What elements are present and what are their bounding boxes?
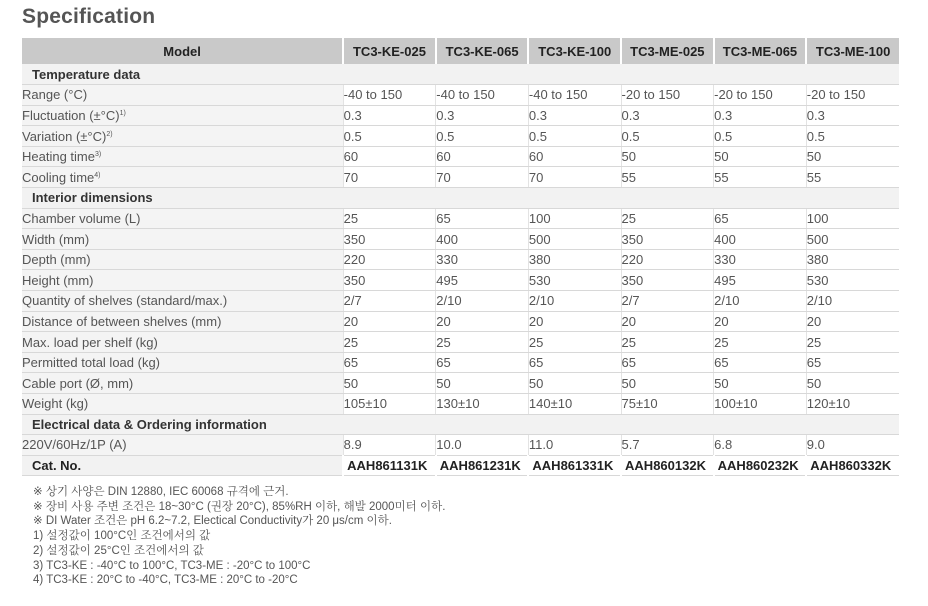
section-header-interior <box>22 188 899 209</box>
row-label <box>22 291 343 312</box>
value-cell: 140±10 <box>528 394 621 415</box>
value-cell: 25 <box>621 208 714 229</box>
value-cell: 0.3 <box>436 105 529 126</box>
value-cell: 65 <box>714 208 807 229</box>
value-cell: 25 <box>436 332 529 353</box>
row-label <box>22 229 343 250</box>
value-cell: 50 <box>621 373 714 394</box>
value-cell: 20 <box>621 311 714 332</box>
table-row <box>22 291 899 312</box>
value-cell: -20 to 150 <box>806 85 899 106</box>
row-label <box>22 394 343 415</box>
footnote-line: ※ DI Water 조건은 pH 6.2~7.2, Electical Conductivity가 20 μs/cm 이하. <box>33 515 392 528</box>
footnote-line: 3) TC3-KE : -40°C to 100°C, TC3-ME : -20°C to 100°C <box>33 559 311 572</box>
page-title: Specification <box>22 5 156 28</box>
value-cell: 0.3 <box>528 105 621 126</box>
table-row <box>22 373 899 394</box>
value-cell: 100 <box>528 208 621 229</box>
value-cell: 0.3 <box>714 105 807 126</box>
model-header-cell: TC3-KE-025 <box>343 38 436 64</box>
catalog-number-cell: AAH861331K <box>528 455 621 476</box>
table-row <box>22 167 899 188</box>
footnote-marker: 4) <box>94 171 101 179</box>
row-label <box>22 146 343 167</box>
value-cell: -40 to 150 <box>528 85 621 106</box>
row-label-text: Max. load per shelf (kg) <box>22 334 158 350</box>
value-cell: 65 <box>528 352 621 373</box>
row-label <box>22 332 343 353</box>
row-label-text: Depth (mm) <box>22 252 91 268</box>
model-header-cell: TC3-KE-100 <box>528 38 621 64</box>
specification-table <box>22 38 899 476</box>
row-label-text: Distance of between shelves (mm) <box>22 313 222 329</box>
value-cell: 50 <box>343 373 436 394</box>
catalog-number-cell: AAH860232K <box>714 455 807 476</box>
table-row <box>22 435 899 456</box>
catalog-number-cell: AAH860132K <box>621 455 714 476</box>
catalog-number-cell: AAH861131K <box>343 455 436 476</box>
section-title: Electrical data & Ordering information <box>22 414 899 435</box>
row-label-text: Fluctuation (±°C) <box>22 107 120 123</box>
row-label-text: Height (mm) <box>22 272 94 288</box>
value-cell: 2/10 <box>436 291 529 312</box>
value-cell: 50 <box>621 146 714 167</box>
value-cell: 20 <box>806 311 899 332</box>
row-label-text: Weight (kg) <box>22 396 89 412</box>
row-label-text: Variation (±°C) <box>22 128 107 144</box>
row-label <box>22 270 343 291</box>
model-header-cell: TC3-ME-065 <box>714 38 807 64</box>
row-label <box>22 105 343 126</box>
value-cell: 105±10 <box>343 394 436 415</box>
row-label-text: Width (mm) <box>22 231 90 247</box>
footnote-line: ※ 장비 사용 주변 조건은 18~30°C (권장 20°C), 85%RH 이하, 해발 2000미터 이하. <box>33 500 446 513</box>
value-cell: 70 <box>528 167 621 188</box>
table-row <box>22 208 899 229</box>
catalog-number-cell: AAH861231K <box>436 455 529 476</box>
row-label-text: Heating time <box>22 149 95 165</box>
value-cell: 350 <box>343 229 436 250</box>
value-cell: 20 <box>343 311 436 332</box>
value-cell: 50 <box>714 146 807 167</box>
value-cell: 0.5 <box>343 126 436 147</box>
value-cell: 25 <box>343 332 436 353</box>
footnote-marker: 1) <box>119 109 126 117</box>
row-label <box>22 249 343 270</box>
value-cell: 50 <box>436 373 529 394</box>
table-row <box>22 229 899 250</box>
table-row <box>22 105 899 126</box>
value-cell: 380 <box>528 249 621 270</box>
value-cell: 75±10 <box>621 394 714 415</box>
section-title: Temperature data <box>22 64 899 85</box>
value-cell: 25 <box>714 332 807 353</box>
value-cell: 400 <box>436 229 529 250</box>
value-cell: 25 <box>343 208 436 229</box>
value-cell: 65 <box>806 352 899 373</box>
value-cell: 11.0 <box>528 435 621 456</box>
value-cell: -20 to 150 <box>714 85 807 106</box>
value-cell: 100 <box>806 208 899 229</box>
value-cell: 350 <box>621 229 714 250</box>
value-cell: 20 <box>714 311 807 332</box>
specification-body <box>22 64 899 476</box>
value-cell: 60 <box>436 146 529 167</box>
row-label-text: Chamber volume (L) <box>22 210 141 226</box>
value-cell: 220 <box>621 249 714 270</box>
value-cell: 100±10 <box>714 394 807 415</box>
value-cell: 8.9 <box>343 435 436 456</box>
row-label-text: Cooling time <box>22 169 95 185</box>
value-cell: 10.0 <box>436 435 529 456</box>
value-cell: 2/10 <box>714 291 807 312</box>
table-row <box>22 311 899 332</box>
footnote-line: 1) 설정값이 100°C인 조건에서의 값 <box>33 530 211 543</box>
value-cell: 500 <box>528 229 621 250</box>
value-cell: -20 to 150 <box>621 85 714 106</box>
value-cell: 70 <box>436 167 529 188</box>
value-cell: 6.8 <box>714 435 807 456</box>
model-header-cell: TC3-ME-025 <box>621 38 714 64</box>
value-cell: 50 <box>714 373 807 394</box>
model-header-cell: TC3-ME-100 <box>806 38 899 64</box>
value-cell: 350 <box>621 270 714 291</box>
footnote-marker: 3) <box>94 151 102 159</box>
value-cell: 65 <box>436 352 529 373</box>
value-cell: 400 <box>714 229 807 250</box>
value-cell: 25 <box>528 332 621 353</box>
value-cell: 0.5 <box>621 126 714 147</box>
catalog-number-cell: AAH860332K <box>806 455 899 476</box>
table-row <box>22 332 899 353</box>
header-row <box>22 38 899 64</box>
value-cell: 2/7 <box>621 291 714 312</box>
model-header: Model <box>22 38 343 64</box>
value-cell: 0.5 <box>806 126 899 147</box>
model-header-cell: TC3-KE-065 <box>436 38 529 64</box>
value-cell: 20 <box>528 311 621 332</box>
value-cell: 55 <box>621 167 714 188</box>
value-cell: 220 <box>343 249 436 270</box>
table-row <box>22 126 899 147</box>
catalog-number-row <box>22 455 899 476</box>
value-cell: 65 <box>714 352 807 373</box>
value-cell: 495 <box>436 270 529 291</box>
value-cell: 530 <box>806 270 899 291</box>
table-row <box>22 85 899 106</box>
value-cell: -40 to 150 <box>343 85 436 106</box>
footnote-marker: 2) <box>106 130 113 138</box>
value-cell: 495 <box>714 270 807 291</box>
value-cell: 330 <box>714 249 807 270</box>
footnote-line: 4) TC3-KE : 20°C to -40°C, TC3-ME : 20°C to -20°C <box>33 574 298 587</box>
footnote-line: 2) 설정값이 25°C인 조건에서의 값 <box>33 544 204 557</box>
value-cell: 25 <box>806 332 899 353</box>
value-cell: 0.5 <box>714 126 807 147</box>
value-cell: 65 <box>621 352 714 373</box>
catalog-label: Cat. No. <box>22 455 343 476</box>
footnotes <box>33 485 445 588</box>
row-label <box>22 167 343 188</box>
row-label-text: Cable port (Ø, mm) <box>22 375 134 391</box>
value-cell: 20 <box>436 311 529 332</box>
section-title: Interior dimensions <box>22 188 899 209</box>
value-cell: 65 <box>343 352 436 373</box>
value-cell: 0.3 <box>621 105 714 126</box>
value-cell: 60 <box>528 146 621 167</box>
row-label-text: Range (°C) <box>22 87 88 103</box>
row-label <box>22 435 343 456</box>
value-cell: 55 <box>806 167 899 188</box>
value-cell: 120±10 <box>806 394 899 415</box>
value-cell: 65 <box>436 208 529 229</box>
value-cell: 70 <box>343 167 436 188</box>
table-row <box>22 394 899 415</box>
value-cell: 350 <box>343 270 436 291</box>
value-cell: 2/10 <box>528 291 621 312</box>
section-header-temperature <box>22 64 899 85</box>
footnote-line: ※ 상기 사양은 DIN 12880, IEC 60068 규격에 근거. <box>33 486 289 498</box>
row-label <box>22 208 343 229</box>
value-cell: 50 <box>806 373 899 394</box>
table-row <box>22 352 899 373</box>
row-label-text: Quantity of shelves (standard/max.) <box>22 293 228 309</box>
value-cell: 0.3 <box>343 105 436 126</box>
row-label <box>22 373 343 394</box>
value-cell: 2/7 <box>343 291 436 312</box>
value-cell: 5.7 <box>621 435 714 456</box>
value-cell: 2/10 <box>806 291 899 312</box>
value-cell: 50 <box>528 373 621 394</box>
value-cell: 0.5 <box>436 126 529 147</box>
value-cell: 0.5 <box>528 126 621 147</box>
value-cell: 50 <box>806 146 899 167</box>
table-row <box>22 270 899 291</box>
value-cell: 25 <box>621 332 714 353</box>
value-cell: -40 to 150 <box>436 85 529 106</box>
value-cell: 130±10 <box>436 394 529 415</box>
value-cell: 330 <box>436 249 529 270</box>
row-label <box>22 126 343 147</box>
value-cell: 530 <box>528 270 621 291</box>
section-header-electrical <box>22 414 899 435</box>
value-cell: 380 <box>806 249 899 270</box>
row-label <box>22 85 343 106</box>
value-cell: 60 <box>343 146 436 167</box>
value-cell: 55 <box>714 167 807 188</box>
value-cell: 0.3 <box>806 105 899 126</box>
value-cell: 9.0 <box>806 435 899 456</box>
table-row <box>22 146 899 167</box>
row-label-text: Permitted total load (kg) <box>22 355 161 371</box>
row-label <box>22 352 343 373</box>
row-label-text: 220V/60Hz/1P (A) <box>22 437 127 453</box>
value-cell: 500 <box>806 229 899 250</box>
table-row <box>22 249 899 270</box>
row-label <box>22 311 343 332</box>
